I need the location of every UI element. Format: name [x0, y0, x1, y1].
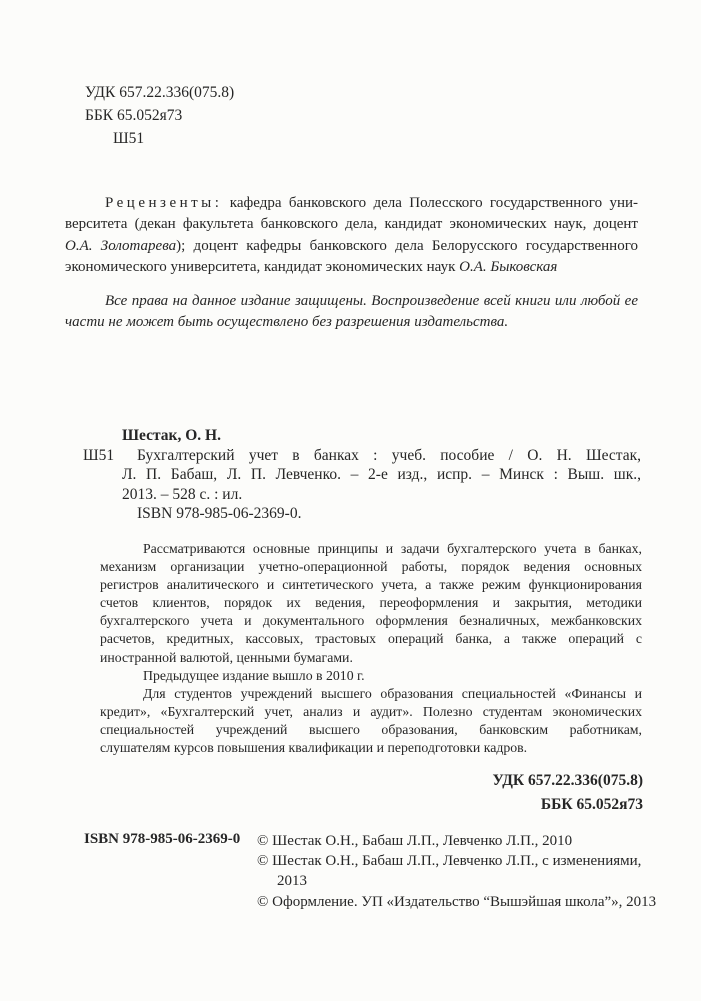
text-segment: экономического университета, кандидат экономических наук — [65, 258, 460, 275]
copyright-lines — [257, 831, 657, 912]
text-segment: О.А. Быковская — [459, 258, 558, 275]
text-segment: Рассматриваются основные принципы и задачи бухгалтерского учета в банках, — [143, 541, 642, 556]
text-line — [100, 703, 642, 721]
text-segment: регистров аналитического и синтетического учета, а также режим функционирования — [100, 577, 642, 593]
text-line — [65, 193, 638, 214]
reviewers-paragraph — [65, 193, 638, 278]
text-line — [100, 630, 642, 648]
text-segment: Л. П. Бабаш, Л. П. Левченко. – 2-е изд., испр. – Минск : Выш. шк., — [122, 466, 641, 484]
text-segment: Для студентов учреждений высшего образования специальностей «Финансы и — [143, 685, 642, 701]
isbn-number: ISBN 978-985-06-2369-0 — [84, 831, 241, 847]
text-line — [100, 576, 642, 594]
text-segment: © Шестак О.Н., Бабаш Л.П., Левченко Л.П., 2010 — [257, 833, 573, 849]
text-segment: расчетов, кредитных, кассовых, трастовых операций банка, а также операций с — [100, 631, 642, 647]
text-segment: ISBN 978-985-06-2369-0. — [137, 505, 302, 523]
text-segment: ); доцент кафедры банковского дела Белорусского государственного — [176, 237, 638, 254]
text-line — [100, 721, 642, 739]
text-line — [257, 831, 657, 851]
text-segment: О.А. Золотарева — [65, 237, 177, 254]
text-segment: верситета (декан факультета банковского дела, кандидат экономических наук, доцент — [65, 216, 638, 233]
text-line — [100, 558, 642, 576]
text-line — [122, 446, 641, 465]
text-line — [122, 465, 641, 484]
text-segment: Предыдущее издание вышло в 2010 г. — [143, 667, 365, 683]
text-segment: кафедра банковского дела Полесского государственного уни- — [222, 195, 638, 211]
text-segment: © Оформление. УП «Издательство “Вышэйшая школа”», 2013 — [257, 893, 657, 910]
text-segment: Бухгалтерский учет в банках : учеб. пособие / О. Н. Шестак, — [137, 447, 641, 464]
text-segment: механизм организации учетно-операционной работы, порядок ведения основных — [100, 559, 642, 575]
text-line — [100, 667, 642, 685]
text-segment: 2013. – 528 с. : ил. — [122, 485, 243, 503]
text-segment: © Шестак О.Н., Бабаш Л.П., Левченко Л.П., с изменениями, — [257, 853, 642, 870]
catalog-sign: Ш51 — [83, 447, 115, 464]
text-segment: счетов клиентов, порядок их ведения, переоформления и закрытия, методики — [100, 595, 642, 611]
text-line — [100, 594, 642, 612]
bottom-codes-block — [492, 769, 643, 816]
text-line — [100, 739, 642, 757]
text-line — [257, 851, 657, 871]
text-line — [257, 892, 657, 912]
text-segment: Рецензенты: — [105, 195, 223, 211]
text-line — [122, 504, 641, 523]
text-line — [65, 312, 638, 333]
text-segment: бухгалтерского учета и документального оформления безналичных, межбанковских — [100, 613, 642, 629]
text-line — [122, 485, 641, 504]
top-codes-block — [85, 81, 234, 150]
text-segment: специальностей учреждений высшего образования, банковским работникам, — [100, 721, 642, 737]
text-segment: кредит», «Бухгалтерский учет, анализ и аудит». Полезно студентам экономических — [100, 703, 642, 719]
text-line — [65, 257, 638, 278]
text-segment: слушателям курсов повышения квалификации и переподготовки кадров. — [100, 740, 528, 756]
text-line — [100, 685, 642, 703]
text-line — [100, 649, 642, 667]
text-segment: иностранной валютой, ценными бумагами. — [100, 649, 353, 665]
text-line — [100, 612, 642, 630]
bibliographic-entry — [122, 446, 641, 524]
copyright-protection-notice — [65, 291, 638, 334]
udk-code-bottom: УДК 657.22.336(075.8) — [492, 772, 643, 789]
annotation-block — [100, 540, 642, 757]
author-sign: Ш51 — [113, 130, 145, 147]
udk-code: УДК 657.22.336(075.8) — [85, 84, 235, 101]
text-line — [65, 236, 638, 257]
bbk-code-bottom: ББК 65.052я73 — [540, 795, 643, 813]
bbk-code: ББК 65.052я73 — [85, 107, 183, 124]
text-segment: части не может быть осуществлено без разрешения издательства. — [65, 314, 509, 331]
text-line — [65, 291, 638, 312]
author-heading: Шестак, О. Н. — [122, 427, 221, 444]
text-line — [100, 540, 642, 558]
text-segment: Все права на данное издание защищены. Воспроизведение всей книги или любой ее — [105, 293, 638, 309]
text-line — [257, 871, 657, 891]
text-segment: 2013 — [277, 873, 307, 890]
text-line — [65, 214, 638, 235]
